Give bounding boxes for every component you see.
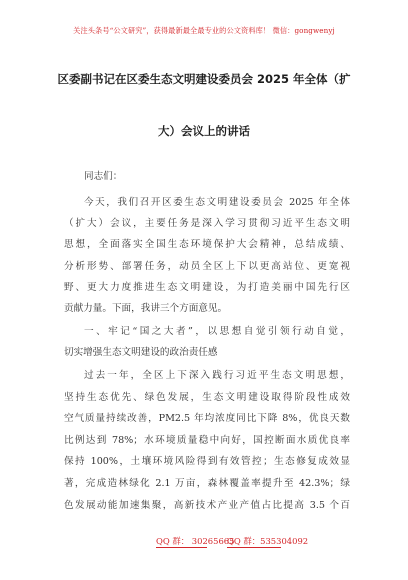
footer [0,535,408,549]
header-banner: 关注头条号“公文研究”，获得最新最全最专业的公文资料库！ 微信：gongwenyj [73,26,335,35]
body-line: 过去一年，全区上下深入践行习近平生态文明思想， [84,370,350,381]
body-line: 著，完成造林绿化 2.1 万亩，森林覆盖率提升至 42.3%；绿 [64,478,350,489]
body-line: 野、更大力度推进生态文明建设，为打造美丽中国先行区 [64,282,350,293]
body-line: 坚持生态优先、绿色发展，生态文明建设取得阶段性成效 [64,392,350,403]
body-line: 比例达到 78%；水环境质量稳中向好，国控断面水质优良率 [64,435,350,446]
section-heading-line: 切实增强生态文明建设的政治责任感 [64,347,218,358]
body-line: 空气质量持续改善，PM2.5 年均浓度同比下降 8%，优良天数 [64,413,350,424]
body-line: 贡献力量。下面，我讲三个方面意见。 [64,303,228,314]
body-line: 色发展动能加速集聚，高新技术产业产值占比提高 3.5 个百 [64,500,350,511]
qq-group-link-1[interactable]: QQ 群： 30265665 [156,536,235,546]
document-title-line-2: 大）会议上的讲话 [158,124,250,138]
body-line: （扩大）会议，主要任务是深入学习贯彻习近平生态文明 [64,218,350,229]
qq-group-underline-1 [156,547,207,548]
body-line: 思想，全面落实全国生态环境保护大会精神，总结成绩、 [64,239,350,250]
body-line: 保持 100%，土壤环境风险得到有效管控；生态修复成效显 [64,456,350,467]
section-heading-line: 一、牢记“国之大者”，以思想自觉引领行动自觉， [84,326,350,337]
body-line: 今天，我们召开区委生态文明建设委员会 2025 年全体 [84,197,350,208]
salutation: 同志们： [84,171,123,182]
qq-group-link-2[interactable]: QQ 群：535304092 [227,536,309,546]
document-title-line-1: 区委副书记在区委生态文明建设委员会 2025 年全体（扩 [57,72,351,86]
qq-group-underline-2 [227,547,281,548]
body-line: 分析形势、部署任务，动员全区上下以更高站位、更宽视 [64,261,350,272]
